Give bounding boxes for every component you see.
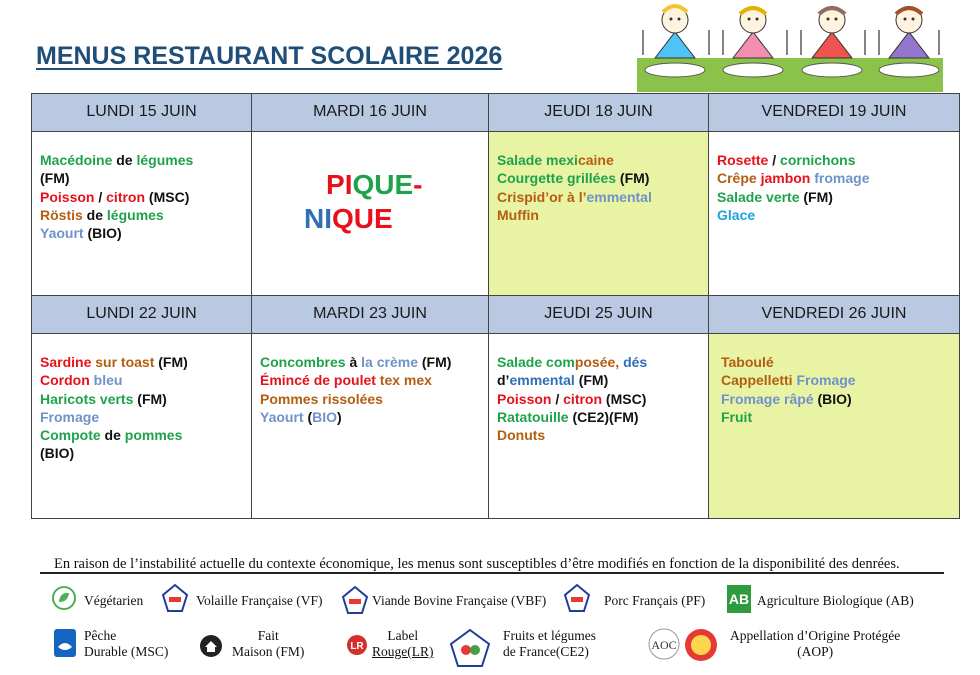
menu-text: (BIO) (83, 225, 122, 242)
menu-line (497, 353, 702, 371)
menu-text: caine (577, 152, 614, 168)
menu-line (721, 390, 953, 408)
menu-text: bleu (93, 372, 123, 389)
menu-line (260, 371, 482, 389)
menu-text: Röstis (40, 206, 83, 223)
menu-text: Haricots verts (40, 390, 134, 407)
day-header: JEUDI 18 JUIN (489, 94, 709, 132)
menu-text: QUE (352, 169, 414, 200)
menu-text: Émincé de poulet (260, 372, 376, 389)
menu-text: Salade com (497, 354, 575, 370)
menu-text: (MSC) (602, 390, 647, 407)
menu-text: (MSC) (145, 188, 190, 205)
menu-cell-jeudi-25 (489, 334, 709, 519)
legend-vf: Volaille Française (VF) (196, 593, 323, 608)
menu-line (40, 224, 245, 242)
msc-peche-durable-icon (54, 629, 76, 657)
menu-text: à (345, 354, 362, 370)
menu-text: ) (337, 408, 342, 425)
menu-cell-vendredi-26 (709, 334, 960, 519)
week2-menu-row (32, 334, 960, 519)
menu-text: Fromage (40, 408, 100, 425)
menu-line (497, 151, 702, 169)
menu-text: BIO (312, 408, 338, 425)
menu-text: (FM) (574, 372, 609, 389)
menu-line (40, 444, 245, 462)
menu-cell-vendredi-19 (709, 132, 960, 296)
menu-line (40, 188, 245, 206)
menu-text: Glace (717, 206, 756, 223)
menu-text: Cappelletti (721, 372, 797, 389)
menu-line (40, 169, 245, 187)
menu-line (717, 169, 953, 187)
menu-cell-jeudi-18 (489, 132, 709, 296)
legend-fm: Fait Maison (FM) (232, 628, 305, 659)
day-header: MARDI 23 JUIN (252, 296, 489, 334)
menu-text: emmental (509, 372, 575, 389)
day-header: LUNDI 15 JUIN (32, 94, 252, 132)
legend-ce2: Fruits et légumes de France(CE2) (503, 628, 596, 659)
menu-text: Fromage (796, 372, 856, 389)
menu-text: pommes (124, 427, 183, 444)
aop-seal-icon (684, 628, 718, 662)
menu-cell-mardi-23 (252, 334, 489, 519)
vegetarian-icon (52, 586, 76, 610)
availability-notice: En raison de l’instabilité actuelle du contexte économique, les menus sont susceptibles d’être modifiés en fonction de la disponibilité des denrées. (54, 556, 900, 572)
menu-line (721, 353, 953, 371)
menu-text: Crispid’or (497, 188, 564, 205)
menu-text: d’ (497, 372, 510, 389)
menu-text: de (112, 152, 137, 168)
menu-text: (BIO) (813, 390, 852, 407)
menu-text: légumes (136, 152, 194, 168)
viande-bovine-francaise-icon (340, 585, 370, 615)
menu-text: (CE2)(FM) (568, 408, 639, 425)
menu-text: citron (563, 390, 603, 407)
menu-text: (FM) (417, 354, 452, 370)
menu-text: Cordon (40, 372, 94, 389)
menu-text: Yaourt (260, 408, 304, 425)
menu-line (497, 390, 702, 408)
menu-text: Salade mexi (497, 152, 578, 168)
menu-text: de (100, 427, 125, 444)
menu-line (260, 390, 482, 408)
menu-text: Donuts (497, 427, 546, 444)
menu-text: légumes (106, 206, 164, 223)
menu-text: ( (303, 408, 313, 425)
menu-line (40, 408, 245, 426)
menu-line (260, 353, 482, 371)
menu-text: Muffin (497, 206, 539, 223)
menu-text: de (82, 206, 107, 223)
menu-text: (FM) (154, 354, 188, 370)
menu-text: P (326, 169, 345, 200)
menu-text: dés (623, 354, 648, 370)
menu-text: - (413, 169, 423, 200)
menu-text: Compote (40, 427, 101, 444)
pique-nique-label (252, 132, 488, 236)
menu-text: (BIO) (40, 445, 75, 462)
menu-text: Yaourt (40, 225, 84, 242)
legend-vegetarien: Végétarien (84, 593, 144, 608)
menu-text: (FM) (799, 188, 833, 205)
menu-table (31, 93, 960, 519)
day-header: LUNDI 22 JUIN (32, 296, 252, 334)
menu-text: la crème (361, 354, 418, 370)
menu-text: Poisson (497, 390, 552, 407)
menu-text: Macédoine (40, 152, 113, 168)
menu-line (497, 169, 702, 187)
menu-text: Courgette grillées (497, 170, 617, 187)
day-header: VENDREDI 19 JUIN (709, 94, 960, 132)
menu-text: jambon (760, 170, 811, 187)
menu-text: sur toast (91, 354, 155, 370)
fruits-legumes-france-icon (449, 628, 491, 668)
svg-text:LR: LR (350, 641, 364, 652)
menu-text: Concombres (260, 354, 346, 370)
menu-text: Fromage râpé (721, 390, 814, 407)
menu-line (497, 371, 702, 389)
menu-line (40, 206, 245, 224)
menu-text: (FM) (616, 170, 650, 187)
legend-msc: Pêche Durable (MSC) (84, 628, 169, 659)
menu-line (260, 408, 482, 426)
menu-line (717, 188, 953, 206)
menu-text: à l’ (563, 188, 587, 205)
menu-line (721, 408, 953, 426)
agriculture-biologique-logo: AB (727, 585, 751, 613)
day-header: JEUDI 25 JUIN (489, 296, 709, 334)
menu-text: tex mex (375, 372, 432, 389)
menu-line (497, 426, 702, 444)
menu-cell-lundi-15 (32, 132, 252, 296)
day-header: VENDREDI 26 JUIN (709, 296, 960, 334)
week1-menu-row (32, 132, 960, 296)
fait-maison-icon (199, 634, 223, 658)
legend-aop: Appellation d’Origine Protégée (AOP) (730, 628, 901, 659)
week2-header-row (32, 296, 960, 334)
menu-line (497, 408, 702, 426)
legend-pf: Porc Français (PF) (604, 593, 706, 608)
menu-text: (FM) (133, 390, 167, 407)
menu-text: I (344, 169, 353, 200)
menu-text: citron (106, 188, 146, 205)
menu-text: Sardine (40, 354, 92, 370)
menu-text: Pommes rissolées (260, 390, 383, 407)
menu-text: Ratatouille (497, 408, 569, 425)
page-title: MENUS RESTAURANT SCOLAIRE 2026 (36, 42, 503, 70)
legend-lr: Label Rouge(LR) (372, 628, 434, 659)
menu-text: Crêpe (717, 170, 761, 187)
menu-line (717, 206, 953, 224)
menu-line (40, 151, 245, 169)
menu-text: / (94, 188, 107, 205)
children-at-table-illustration (637, 0, 943, 92)
label-rouge-icon (344, 633, 370, 657)
menu-line (497, 188, 702, 206)
menu-line (40, 390, 245, 408)
menu-line (40, 353, 245, 371)
legend-ab: Agriculture Biologique (AB) (757, 593, 914, 608)
menu-line (40, 426, 245, 444)
menu-text: / (768, 152, 781, 168)
menu-text: Rosette (717, 152, 769, 168)
menu-text: Taboulé (721, 354, 774, 370)
legend-vbf: Viande Bovine Française (VBF) (372, 593, 547, 608)
menu-text: / (551, 390, 564, 407)
menu-text: emmental (586, 188, 652, 205)
menu-line (721, 371, 953, 389)
menu-line (717, 151, 953, 169)
menu-text: fromage (810, 170, 870, 187)
menu-text: (FM) (40, 170, 70, 187)
menu-line (497, 206, 702, 224)
menu-text: Salade verte (717, 188, 800, 205)
menu-text: cornichons (780, 152, 856, 168)
volaille-francaise-icon (160, 583, 190, 613)
menu-cell-lundi-22 (32, 334, 252, 519)
menu-cell-mardi-16 (252, 132, 489, 296)
week1-header-row (32, 94, 960, 132)
menu-text: posée, (574, 354, 624, 370)
svg-text:AOC: AOC (651, 638, 677, 652)
aoc-logo (646, 628, 682, 660)
menu-text: NI (304, 203, 332, 234)
menu-text: QUE (332, 203, 393, 234)
menu-text: Fruit (721, 408, 753, 425)
day-header: MARDI 16 JUIN (252, 94, 489, 132)
menu-text: Poisson (40, 188, 95, 205)
menu-line (40, 371, 245, 389)
divider (40, 572, 944, 574)
porc-francais-icon (562, 583, 592, 613)
